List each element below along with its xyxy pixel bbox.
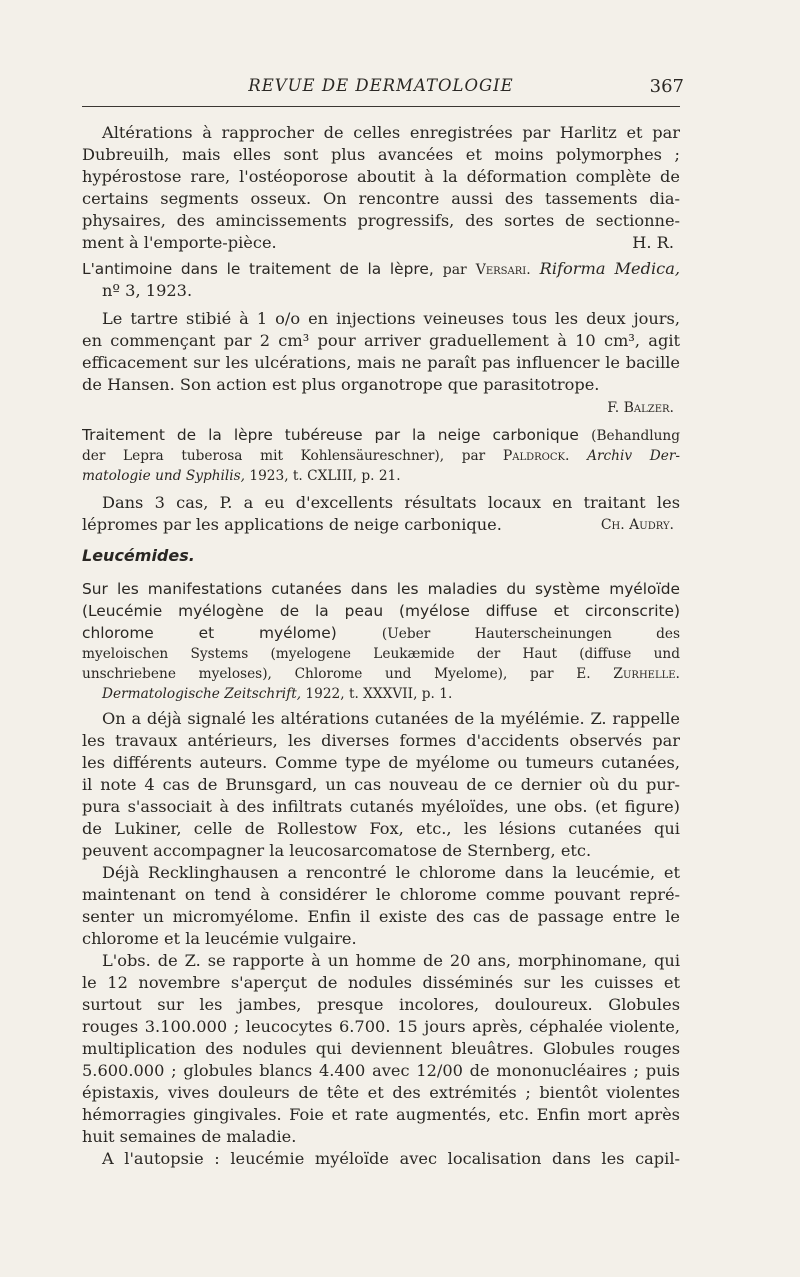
text-line: surtout sur les jambes, presque incolores, douloureux. Globules bbox=[82, 995, 680, 1014]
text-line: en commençant par 2 cm³ pour arriver graduellement à 10 cm³, agit bbox=[82, 331, 680, 350]
text-line: le 12 novembre s'aperçut de nodules disséminés sur les cuisses et bbox=[82, 973, 680, 992]
reference: 1922, t. XXXVII, p. 1. bbox=[305, 686, 453, 702]
text-line: multiplication des nodules qui deviennent bleuâtres. Globules rouges bbox=[82, 1039, 680, 1058]
title-line: Sur les manifestations cutanées dans les maladies du système myéloïde bbox=[82, 580, 680, 598]
heading-line bbox=[82, 684, 680, 704]
reference: 1923, t. CXLIII, p. 21. bbox=[249, 468, 401, 484]
article-title bbox=[82, 600, 680, 622]
author: Paldrock. bbox=[502, 448, 570, 464]
text-line: il note 4 cas de Brunsgard, un cas nouveau de ce dernier où du pur- bbox=[82, 775, 680, 794]
heading-line bbox=[82, 446, 680, 466]
signature-text: F. Balzer. bbox=[607, 400, 674, 416]
article-title: Traitement de la lèpre tubéreuse par la neige carbonique bbox=[82, 426, 579, 444]
german-title: unschriebene myeloses), Chlorome und Myelome), par E. bbox=[82, 666, 591, 682]
author: Versari. bbox=[475, 262, 531, 278]
heading-line bbox=[82, 466, 680, 486]
text-line: hémorragies gingivales. Foie et rate augmentés, etc. Enfin mort après bbox=[82, 1105, 680, 1124]
journal-name: Archiv Der- bbox=[587, 448, 680, 464]
text-line: les différents auteurs. Comme type de myélome ou tumeurs cutanées, bbox=[82, 753, 680, 772]
author: Zurhelle. bbox=[613, 666, 680, 682]
heading-line bbox=[82, 664, 680, 684]
text-line: Altérations à rapprocher de celles enregistrées par Harlitz et par bbox=[102, 123, 680, 142]
article-3 bbox=[82, 424, 680, 536]
text-line: senter un micromyélome. Enfin il existe des cas de passage entre le bbox=[82, 907, 680, 926]
article-1 bbox=[82, 122, 680, 254]
text-line: L'obs. de Z. se rapporte à un homme de 20 ans, morphinomane, qui bbox=[102, 951, 680, 970]
text-line: Le tartre stibié à 1 o/o en injections veineuses tous les deux jours, bbox=[102, 309, 680, 328]
text-line: chlorome et la leucémie vulgaire. bbox=[82, 929, 357, 948]
journal-name: Dermatologische Zeitschrift, bbox=[102, 686, 302, 702]
reference: nº 3, 1923. bbox=[102, 281, 193, 300]
last-line-text: ment à l'emporte-pièce. bbox=[82, 233, 277, 252]
running-header bbox=[82, 76, 684, 98]
text-line: 5.600.000 ; globules blancs 4.400 avec 12/00 de mononucléaires ; puis bbox=[82, 1061, 680, 1080]
german-title: (Ueber Hauterscheinungen des bbox=[381, 626, 680, 642]
article-title: L'antimoine dans le traitement de la lèpre, bbox=[82, 260, 434, 278]
article-heading bbox=[82, 424, 680, 446]
article-title bbox=[82, 578, 680, 600]
signature bbox=[82, 396, 680, 418]
text-line: rouges 3.100.000 ; leucocytes 6.700. 15 jours après, céphalée violente, bbox=[82, 1017, 680, 1036]
text-line: physaires, des amincissements progressifs, des sortes de sectionne- bbox=[82, 211, 680, 230]
signature: Ch. Audry. bbox=[600, 517, 674, 533]
text-line: On a déjà signalé les altérations cutanées de la myélémie. Z. rappelle bbox=[102, 709, 680, 728]
par-word: par bbox=[442, 262, 467, 278]
german-title: der Lepra tuberosa mit Kohlensäureschner), par bbox=[82, 448, 486, 464]
heading-line: myeloischen Systems (myelogene Leukæmide der Haut (diffuse und bbox=[82, 646, 680, 662]
text-line bbox=[82, 514, 680, 536]
journal-title: REVUE DE DERMATOLOGIE bbox=[248, 76, 514, 95]
text-line: les travaux antérieurs, les diverses formes d'accidents observés par bbox=[82, 731, 680, 750]
article-2 bbox=[82, 258, 680, 418]
text-line: épistaxis, vives douleurs de tête et des extrémités ; bientôt violentes bbox=[82, 1083, 680, 1102]
title-line: (Leucémie myélogène de la peau (myélose diffuse et circonscrite) bbox=[82, 602, 680, 620]
text-line: A l'autopsie : leucémie myéloïde avec localisation dans les capil- bbox=[102, 1149, 680, 1168]
page-number: 367 bbox=[649, 76, 684, 97]
journal-name: Riforma Medica, bbox=[539, 259, 680, 278]
article-4 bbox=[82, 578, 680, 1170]
text-line bbox=[82, 232, 680, 254]
text-line: certains segments osseux. On rencontre aussi des tassements dia- bbox=[82, 189, 680, 208]
text-line: Déjà Recklinghausen a rencontré le chlorome dans la leucémie, et bbox=[102, 863, 680, 882]
header-rule bbox=[82, 106, 680, 107]
article-title bbox=[82, 622, 680, 644]
german-title: (Behandlung bbox=[591, 428, 680, 444]
text-line: pura s'associait à des infiltrats cutanés myéloïdes, une obs. (et figure) bbox=[82, 797, 680, 816]
article-heading bbox=[82, 258, 680, 280]
text-line: peuvent accompagner la leucosarcomatose de Sternberg, etc. bbox=[82, 841, 592, 860]
text-line: maintenant on tend à considérer le chlorome comme pouvant repré- bbox=[82, 885, 680, 904]
text-line: de Hansen. Son action est plus organotrope que parasitotrope. bbox=[82, 375, 600, 394]
section-title: Leucémides. bbox=[82, 546, 195, 565]
last-line-text: lépromes par les applications de neige carbonique. bbox=[82, 515, 502, 534]
text-line: hypérostose rare, l'ostéoporose aboutit à la déformation complète de bbox=[82, 167, 680, 186]
text-line: efficacement sur les ulcérations, mais ne paraît pas influencer le bacille bbox=[82, 353, 680, 372]
title-line: chlorome et myélome) bbox=[82, 624, 337, 642]
text-line: Dans 3 cas, P. a eu d'excellents résultats locaux en traitant les bbox=[102, 493, 680, 512]
text-line: huit semaines de maladie. bbox=[82, 1127, 297, 1146]
text-line: de Lukiner, celle de Rollestow Fox, etc., les lésions cutanées qui bbox=[82, 819, 680, 838]
journal-name: matologie und Syphilis, bbox=[82, 468, 246, 484]
text-line: Dubreuilh, mais elles sont plus avancées et moins polymorphes ; bbox=[82, 145, 680, 164]
signature: H. R. bbox=[632, 233, 674, 252]
